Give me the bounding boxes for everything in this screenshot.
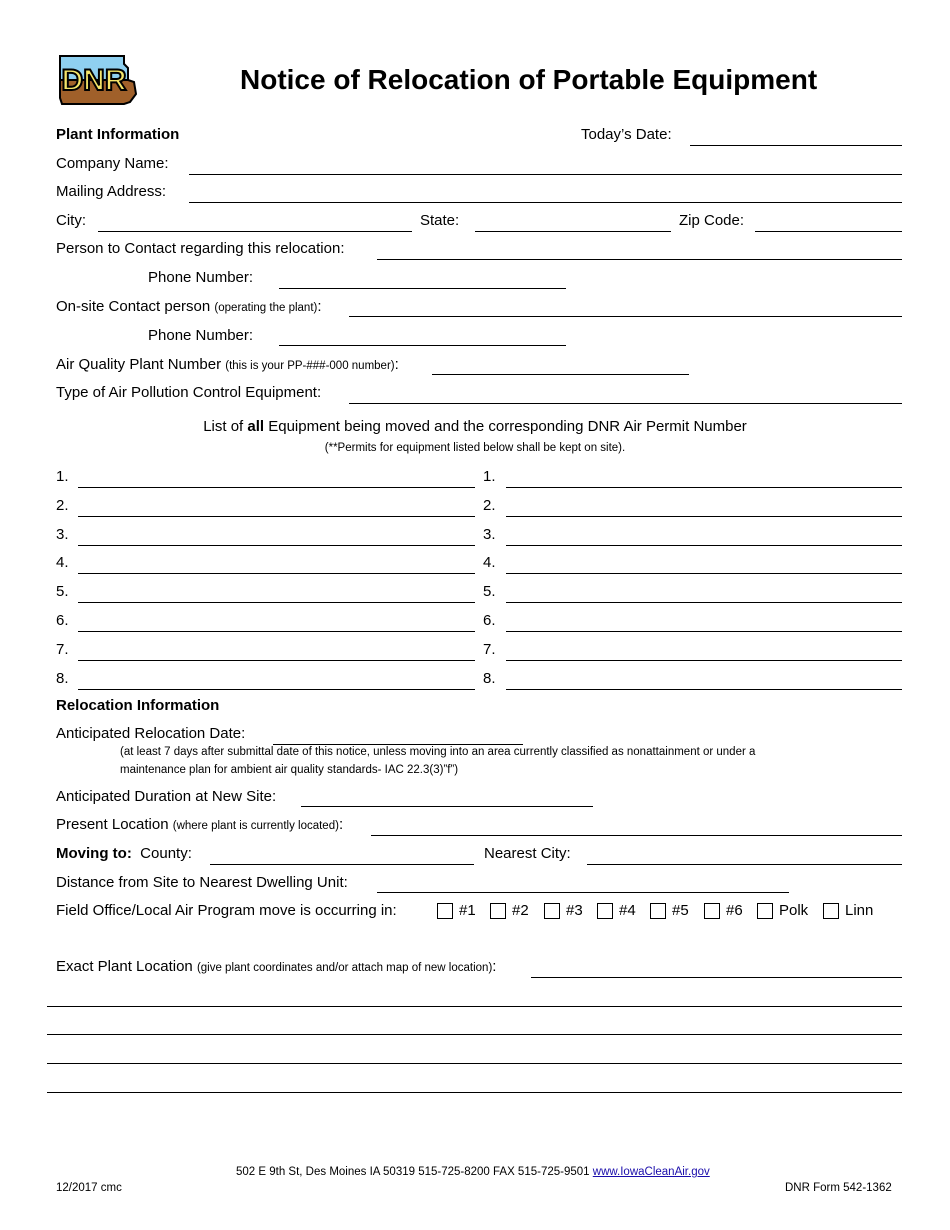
- onsite-contact-field[interactable]: [349, 316, 902, 317]
- equipment-number: 2.: [56, 496, 69, 514]
- contact-label: Person to Contact regarding this relocation:: [56, 240, 345, 257]
- duration-field[interactable]: [301, 806, 593, 807]
- permit-field[interactable]: [506, 689, 902, 690]
- office-checkbox[interactable]: [490, 903, 506, 919]
- office-checkbox-label: #6: [726, 902, 743, 919]
- permit-number: 4.: [483, 554, 496, 572]
- equipment-number: 3.: [56, 525, 69, 543]
- plant-info-heading: Plant Information: [56, 126, 180, 143]
- apc-equipment-field[interactable]: [349, 403, 902, 404]
- equipment-field[interactable]: [78, 516, 475, 517]
- contact-field[interactable]: [377, 259, 902, 260]
- equipment-field[interactable]: [78, 573, 475, 574]
- office-checkbox[interactable]: [437, 903, 453, 919]
- office-checkbox-label: Linn: [845, 902, 874, 919]
- page-title: Notice of Relocation of Portable Equipment: [240, 64, 818, 95]
- phone2-label: Phone Number:: [148, 327, 254, 344]
- todays-date-field[interactable]: [690, 145, 902, 146]
- equipment-heading: List of all Equipment being moved and the corresponding DNR Air Permit Number: [203, 418, 747, 435]
- equipment-note: (**Permits for equipment listed below shall be kept on site).: [324, 442, 626, 454]
- equipment-number: 6.: [56, 612, 69, 629]
- dnr-logo: [54, 54, 140, 108]
- equipment-number: 4.: [56, 554, 69, 572]
- permit-field[interactable]: [506, 660, 902, 661]
- equipment-field[interactable]: [78, 602, 475, 603]
- exact-location-line-3[interactable]: [47, 1034, 902, 1035]
- office-checkbox[interactable]: [597, 903, 613, 919]
- permit-field[interactable]: [506, 631, 902, 632]
- relocation-date-label: Anticipated Relocation Date:: [56, 725, 246, 742]
- permit-field[interactable]: [506, 573, 902, 574]
- office-checkbox-label: Polk: [779, 902, 809, 919]
- field-office-label: Field Office/Local Air Program move is occurring in:: [56, 902, 397, 919]
- footer-form-number: DNR Form 542-1362: [785, 1182, 892, 1194]
- distance-label: Distance from Site to Nearest Dwelling Unit:: [56, 874, 348, 891]
- permit-field[interactable]: [506, 602, 902, 603]
- permit-number: 8.: [483, 669, 496, 687]
- mailing-address-field[interactable]: [189, 202, 902, 203]
- city-field[interactable]: [98, 231, 412, 232]
- present-location-field[interactable]: [371, 835, 902, 836]
- state-field[interactable]: [475, 231, 671, 232]
- permit-number: 5.: [483, 583, 496, 601]
- aq-plant-number-label: Air Quality Plant Number (this is your PP-###-000 number):: [56, 356, 399, 373]
- equipment-field[interactable]: [78, 660, 475, 661]
- todays-date-label: Today’s Date:: [581, 126, 672, 143]
- permit-field[interactable]: [506, 545, 902, 546]
- moving-to-label: Moving to: County:: [56, 845, 192, 862]
- exact-location-line-2[interactable]: [47, 1006, 902, 1007]
- office-checkbox-label: #5: [672, 902, 689, 919]
- mailing-address-label: Mailing Address:: [56, 183, 167, 200]
- company-name-label: Company Name:: [56, 155, 169, 172]
- equipment-number: 8.: [56, 669, 69, 687]
- office-checkbox-label: #1: [459, 902, 476, 919]
- equipment-field[interactable]: [78, 631, 475, 632]
- logo-text: DNR: [61, 64, 127, 97]
- company-name-field[interactable]: [189, 174, 902, 175]
- office-checkbox-label: #2: [512, 902, 529, 919]
- present-location-label: Present Location (where plant is currently located):: [56, 816, 344, 833]
- nearest-city-label: Nearest City:: [484, 845, 571, 862]
- phone-field[interactable]: [279, 288, 566, 289]
- permit-number: 2.: [483, 496, 496, 514]
- website-link[interactable]: www.IowaCleanAir.gov: [592, 1166, 710, 1178]
- permit-field[interactable]: [506, 487, 902, 488]
- relocation-date-field[interactable]: [273, 744, 523, 745]
- office-checkbox-label: #3: [566, 902, 583, 919]
- office-checkbox[interactable]: [650, 903, 666, 919]
- office-checkbox[interactable]: [544, 903, 560, 919]
- footer-address: 502 E 9th St, Des Moines IA 50319 515-725-8200 FAX 515-725-9501 www.IowaCleanAir.gov: [236, 1166, 710, 1178]
- nearest-city-field[interactable]: [587, 864, 902, 865]
- equipment-field[interactable]: [78, 689, 475, 690]
- office-checkbox-label: #4: [619, 902, 636, 919]
- office-checkbox[interactable]: [704, 903, 720, 919]
- apc-equipment-label: Type of Air Pollution Control Equipment:: [56, 384, 322, 401]
- permit-number: 1.: [483, 468, 496, 485]
- office-checkbox[interactable]: [757, 903, 773, 919]
- relocation-heading: Relocation Information: [56, 697, 220, 714]
- exact-location-line-5[interactable]: [47, 1092, 902, 1093]
- equipment-field[interactable]: [78, 487, 475, 488]
- exact-location-field[interactable]: [531, 977, 902, 978]
- state-label: State:: [420, 212, 460, 229]
- onsite-contact-label: On-site Contact person (operating the plant):: [56, 298, 322, 315]
- phone-label: Phone Number:: [148, 269, 254, 286]
- relocation-date-note-1: (at least 7 days after submittal date of this notice, unless moving into an area currently classified as nonattainment or under a: [120, 746, 756, 758]
- city-label: City:: [56, 212, 86, 229]
- permit-number: 6.: [483, 612, 496, 629]
- equipment-number: 1.: [56, 468, 69, 485]
- permit-number: 7.: [483, 640, 496, 658]
- zip-field[interactable]: [755, 231, 902, 232]
- county-field[interactable]: [210, 864, 474, 865]
- aq-plant-number-field[interactable]: [432, 374, 689, 375]
- equipment-field[interactable]: [78, 545, 475, 546]
- relocation-date-note-2: maintenance plan for ambient air quality standards- IAC 22.3(3)”f”): [120, 764, 459, 776]
- distance-field[interactable]: [377, 892, 789, 893]
- office-checkbox[interactable]: [823, 903, 839, 919]
- exact-location-label: Exact Plant Location (give plant coordinates and/or attach map of new location):: [56, 958, 497, 975]
- permit-number: 3.: [483, 525, 496, 543]
- equipment-number: 5.: [56, 583, 69, 601]
- footer-date-code: 12/2017 cmc: [56, 1182, 122, 1194]
- permit-field[interactable]: [506, 516, 902, 517]
- phone2-field[interactable]: [279, 345, 566, 346]
- zip-label: Zip Code:: [679, 212, 745, 229]
- equipment-number: 7.: [56, 640, 69, 658]
- duration-label: Anticipated Duration at New Site:: [56, 788, 277, 805]
- exact-location-line-4[interactable]: [47, 1063, 902, 1064]
